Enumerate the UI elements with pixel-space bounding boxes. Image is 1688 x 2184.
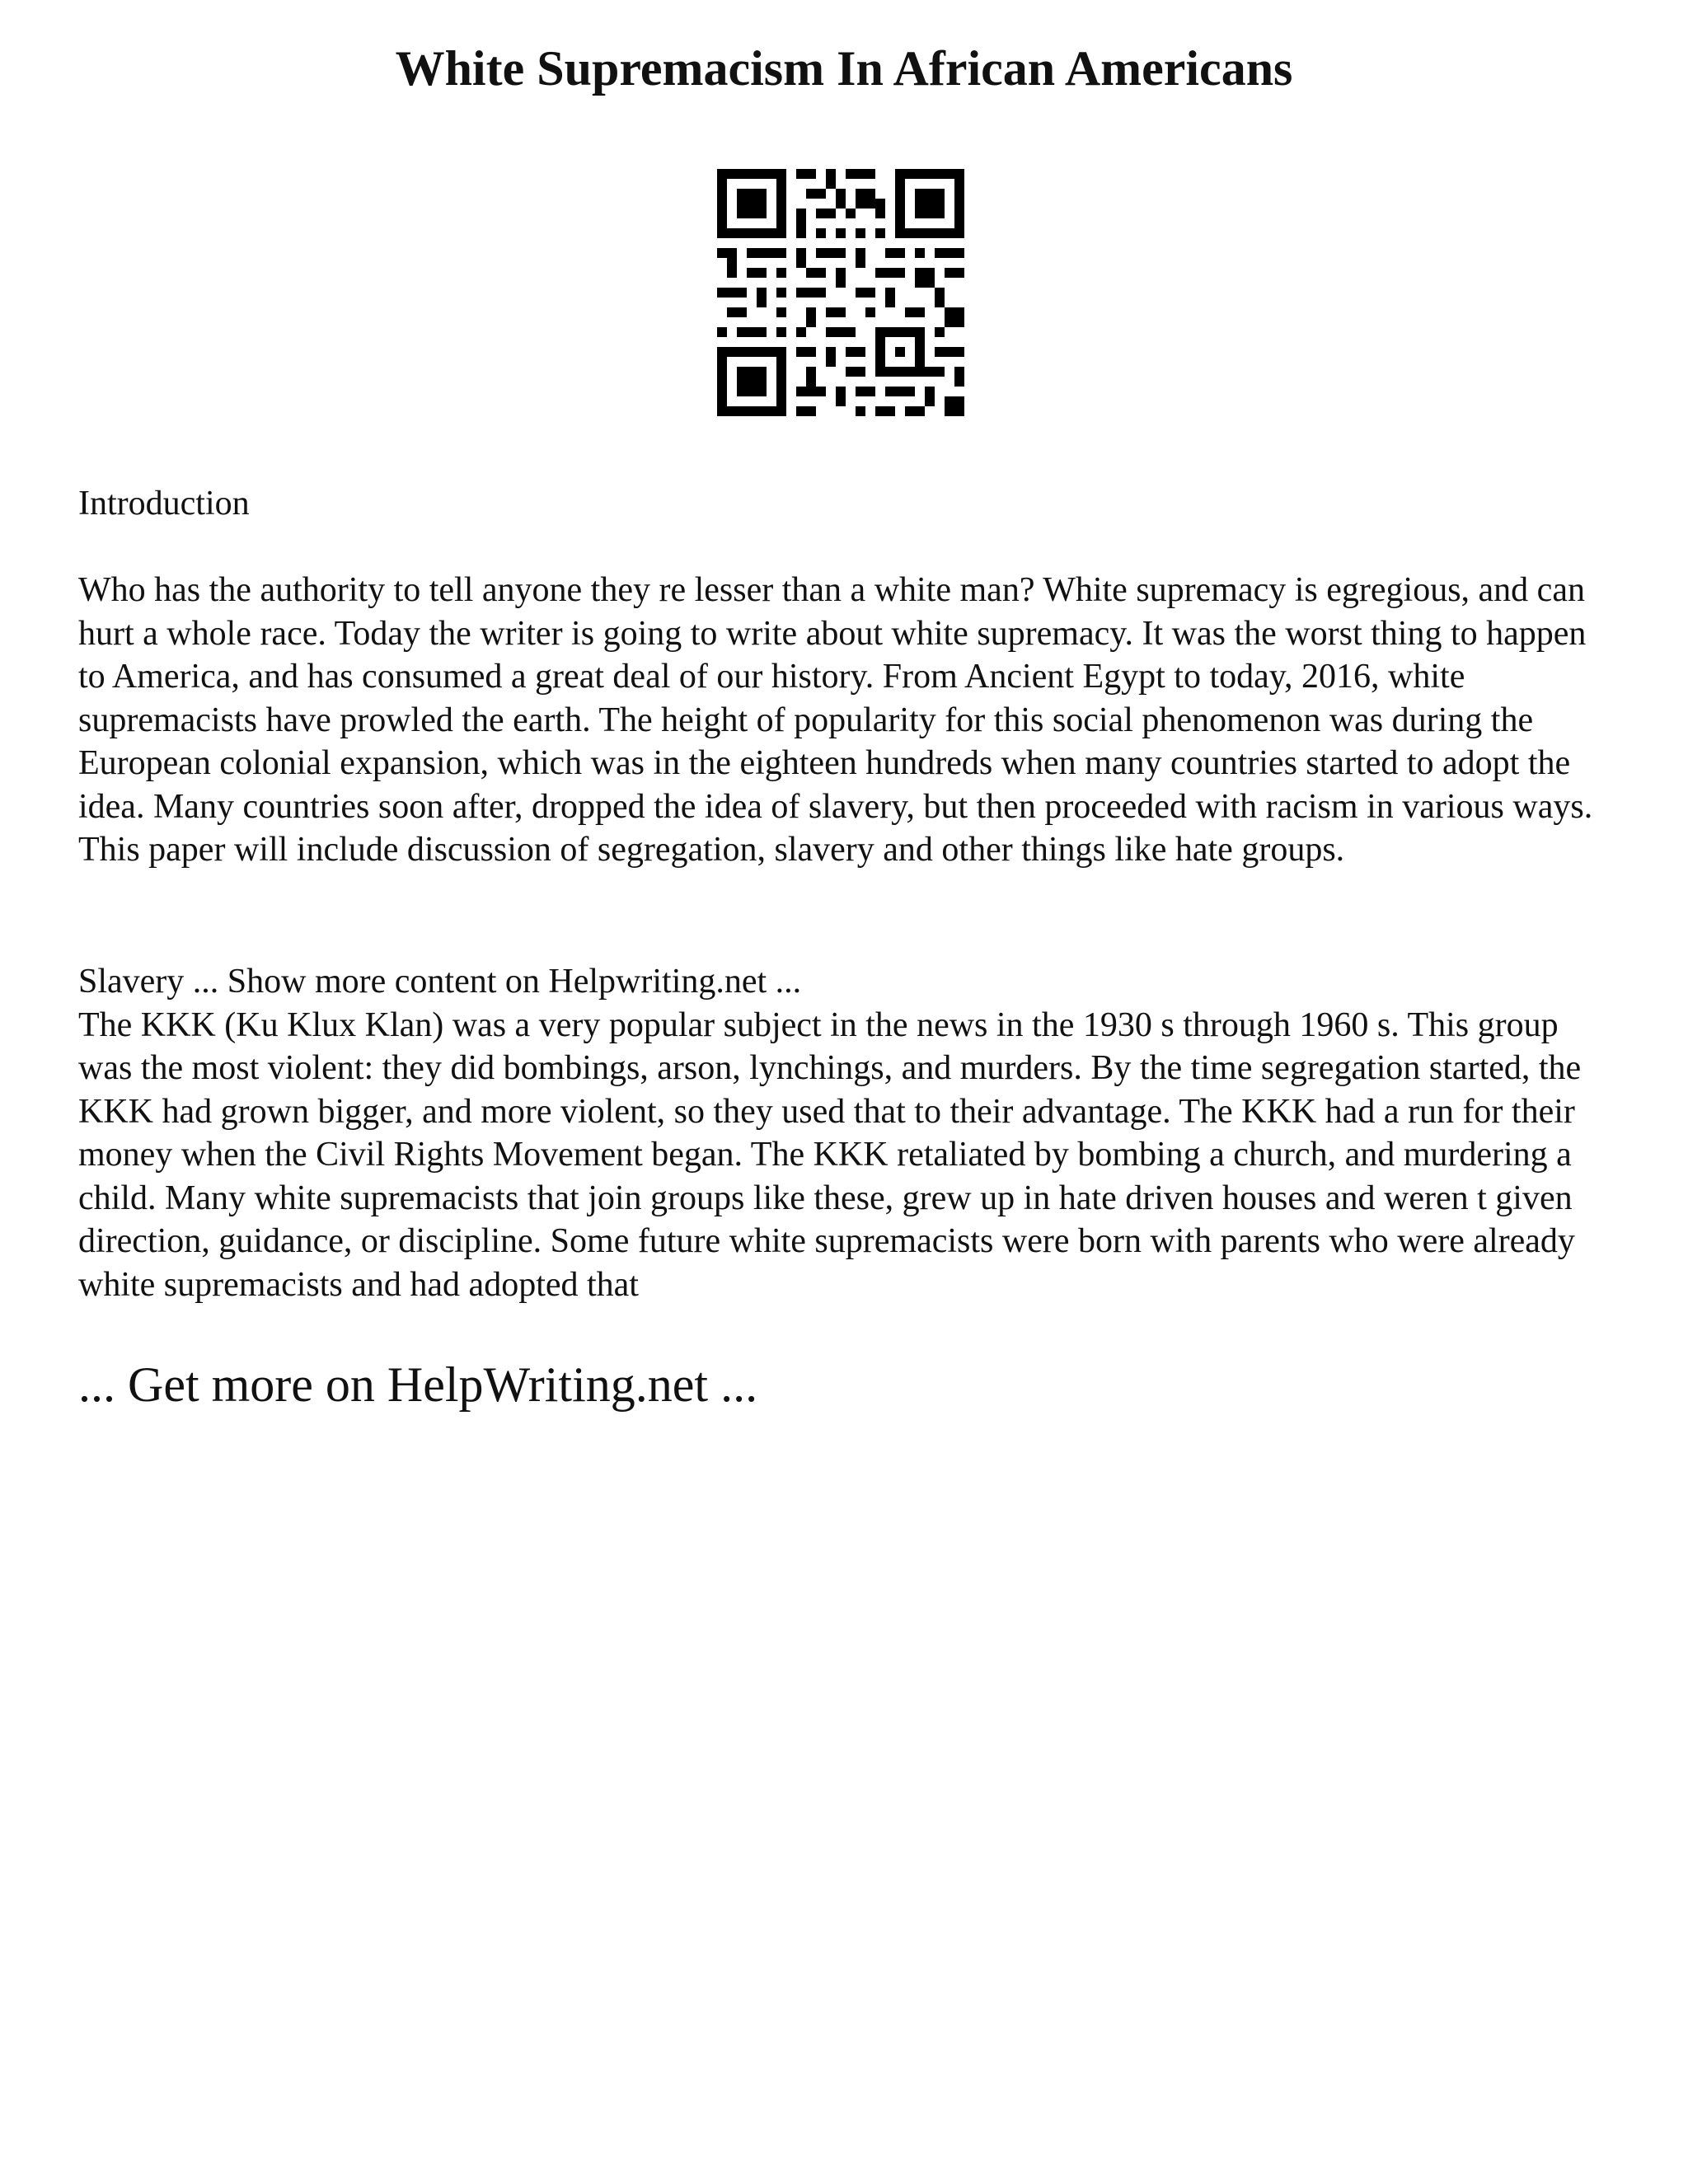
show-more-line: Slavery ... Show more content on Helpwriting.net ... — [78, 963, 802, 1001]
document-title: White Supremacism In African Americans — [395, 41, 1293, 96]
introduction-heading: Introduction — [78, 485, 250, 523]
kkk-paragraph: The KKK (Ku Klux Klan) was a very popular subject in the news in the 1930 s through 1960 s. This group was the most violent: they did bombings, arson, lynchings, and murders. By the time segregation started, the KKK had grown bigger, and more violent, so they used that to their advantage. The KKK had a run for their money when the Civil Rights Movement began. The KKK retaliated by bombing a church, and murdering a child. Many white supremacists that join groups like these, grew up in hate driven houses and weren t given direction, guidance, or discipline. Some future white supremacists were born with parents who were already white supremacists and had adopted that — [78, 1005, 1582, 1304]
qr-code-icon — [717, 169, 964, 416]
slavery-section — [78, 960, 1620, 1306]
get-more-link[interactable]: ... Get more on HelpWriting.net ... — [78, 1357, 758, 1412]
introduction-paragraph: Who has the authority to tell anyone they re lesser than a white man? White supremacy is egregious, and can hurt a whole race. Today the writer is going to write about white supremacy. It was the worst thing to happen to America, and has consumed a great deal of our history. From Ancient Egypt to today, 2016, white supremacists have prowled the earth. The height of popularity for this social phenomenon was during the European colonial expansion, which was in the eighteen hundreds when many countries started to adopt the idea. Many countries soon after, dropped the idea of slavery, but then proceeded with racism in various ways. This paper will include discussion of segregation, slavery and other things like hate groups. — [78, 571, 1593, 869]
